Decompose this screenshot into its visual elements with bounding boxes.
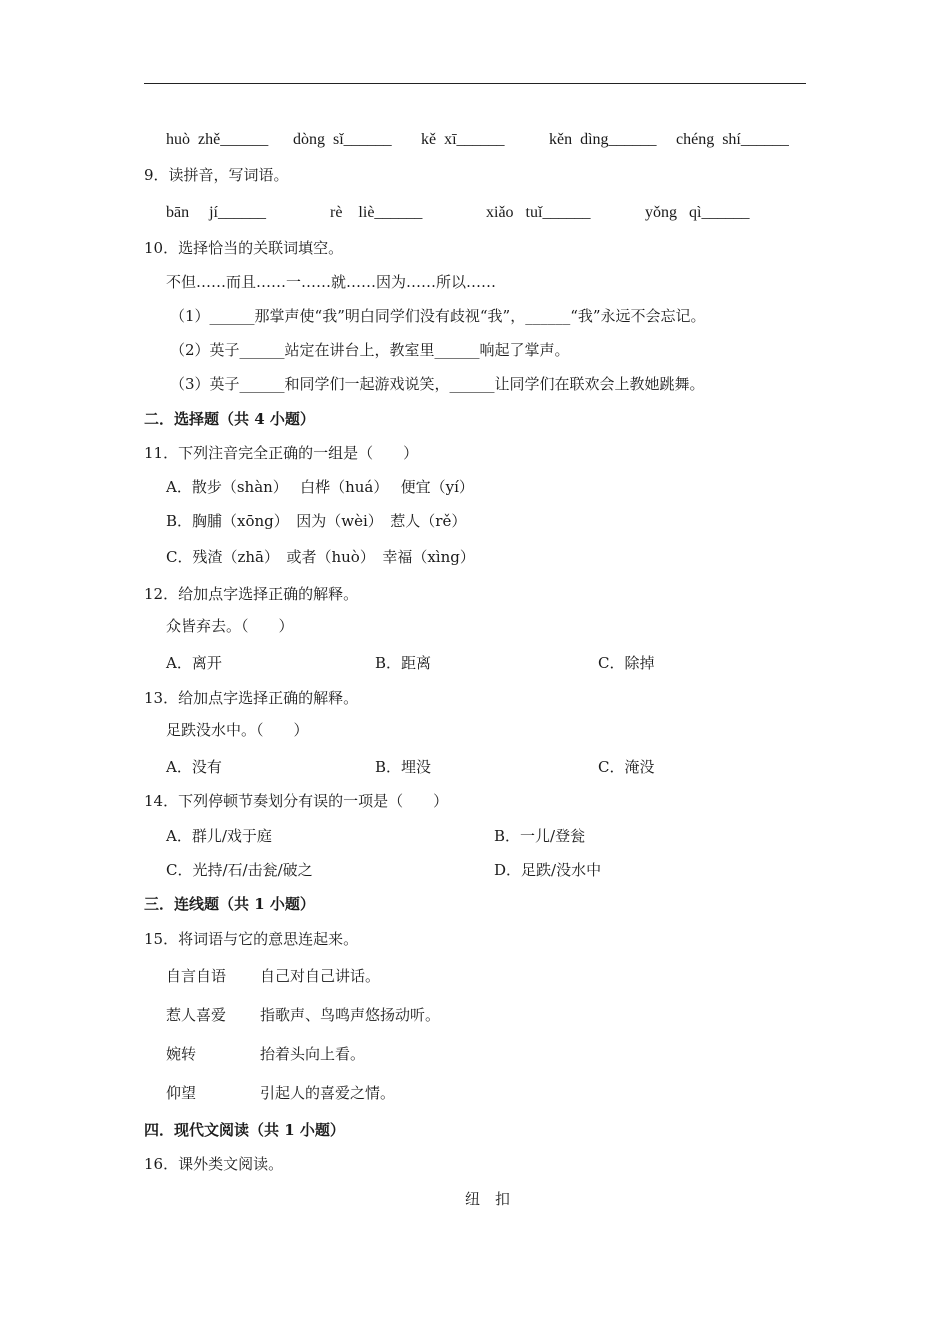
fill-sentence: （2）英子______站定在讲台上，教室里______响起了掌声。 bbox=[170, 341, 570, 359]
question-12-prompt: 12．给加点字选择正确的解释。 bbox=[144, 585, 359, 603]
question-13-prompt: 13．给加点字选择正确的解释。 bbox=[144, 689, 359, 707]
header-rule bbox=[144, 83, 806, 84]
pinyin-item: kě xī______ bbox=[421, 131, 505, 148]
match-word: 仰望 bbox=[166, 1084, 197, 1102]
pinyin-item: xiǎo tuǐ______ bbox=[486, 204, 591, 221]
conjunction-options: 不但……而且……一……就……因为……所以…… bbox=[166, 273, 497, 291]
choice-option: B．胸脯（xōng） 因为（wèi） 惹人（rě） bbox=[166, 512, 467, 530]
match-meaning: 自己对自己讲话。 bbox=[260, 967, 381, 985]
question-15-prompt: 15．将词语与它的意思连起来。 bbox=[144, 930, 359, 948]
pinyin-item: kěn dìng______ bbox=[549, 131, 657, 148]
question-10-prompt: 10．选择恰当的关联词填空。 bbox=[144, 239, 344, 257]
choice-option: B．距离 bbox=[375, 654, 432, 672]
section-heading: 四．现代文阅读（共 1 小题） bbox=[144, 1121, 345, 1139]
choice-option: A．散步（shàn） 白桦（huá） 便宜（yí） bbox=[166, 478, 474, 496]
choice-option: A．群儿/戏于庭 bbox=[166, 827, 272, 845]
choice-option: D．足跌/没水中 bbox=[494, 861, 602, 879]
choice-option: C．残渣（zhā） 或者（huò） 幸福（xìng） bbox=[166, 548, 475, 566]
match-word: 婉转 bbox=[166, 1045, 197, 1063]
section-heading: 三．连线题（共 1 小题） bbox=[144, 895, 315, 913]
pinyin-item: bān jí______ bbox=[166, 204, 266, 221]
pinyin-item: chéng shí______ bbox=[676, 131, 789, 148]
question-11-prompt: 11．下列注音完全正确的一组是（ ） bbox=[144, 444, 419, 462]
choice-option: A．没有 bbox=[166, 758, 222, 776]
fill-sentence: （3）英子______和同学们一起游戏说笑，______让同学们在联欢会上教她跳舞。 bbox=[170, 375, 705, 393]
pinyin-item: dòng sǐ______ bbox=[293, 131, 392, 148]
match-meaning: 引起人的喜爱之情。 bbox=[260, 1084, 396, 1102]
question-9-prompt: 9．读拼音，写词语。 bbox=[144, 166, 289, 184]
pinyin-item: yǒng qì______ bbox=[645, 204, 750, 221]
question-sentence: 众皆弃去。（ ） bbox=[166, 617, 294, 635]
pinyin-item: rè liè______ bbox=[330, 204, 423, 221]
question-16-prompt: 16．课外类文阅读。 bbox=[144, 1155, 284, 1173]
choice-option: C．除掉 bbox=[598, 654, 655, 672]
choice-option: C．淹没 bbox=[598, 758, 655, 776]
question-14-prompt: 14．下列停顿节奏划分有误的一项是（ ） bbox=[144, 792, 449, 810]
question-sentence: 足跌没水中。（ ） bbox=[166, 721, 309, 739]
match-meaning: 指歌声、鸟鸣声悠扬动听。 bbox=[260, 1006, 441, 1024]
choice-option: B．埋没 bbox=[375, 758, 432, 776]
passage-title: 纽 扣 bbox=[464, 1190, 510, 1208]
pinyin-item: huò zhě______ bbox=[166, 131, 269, 148]
match-word: 惹人喜爱 bbox=[166, 1006, 227, 1024]
match-meaning: 抬着头向上看。 bbox=[260, 1045, 366, 1063]
choice-option: C．光持/石/击瓮/破之 bbox=[166, 861, 313, 879]
choice-option: B．一儿/登瓮 bbox=[494, 827, 586, 845]
fill-sentence: （1）______那掌声使“我”明白同学们没有歧视“我”，______“我”永远不会忘记。 bbox=[170, 307, 706, 325]
match-word: 自言自语 bbox=[166, 967, 227, 985]
section-heading: 二．选择题（共 4 小题） bbox=[144, 410, 315, 428]
choice-option: A．离开 bbox=[166, 654, 222, 672]
